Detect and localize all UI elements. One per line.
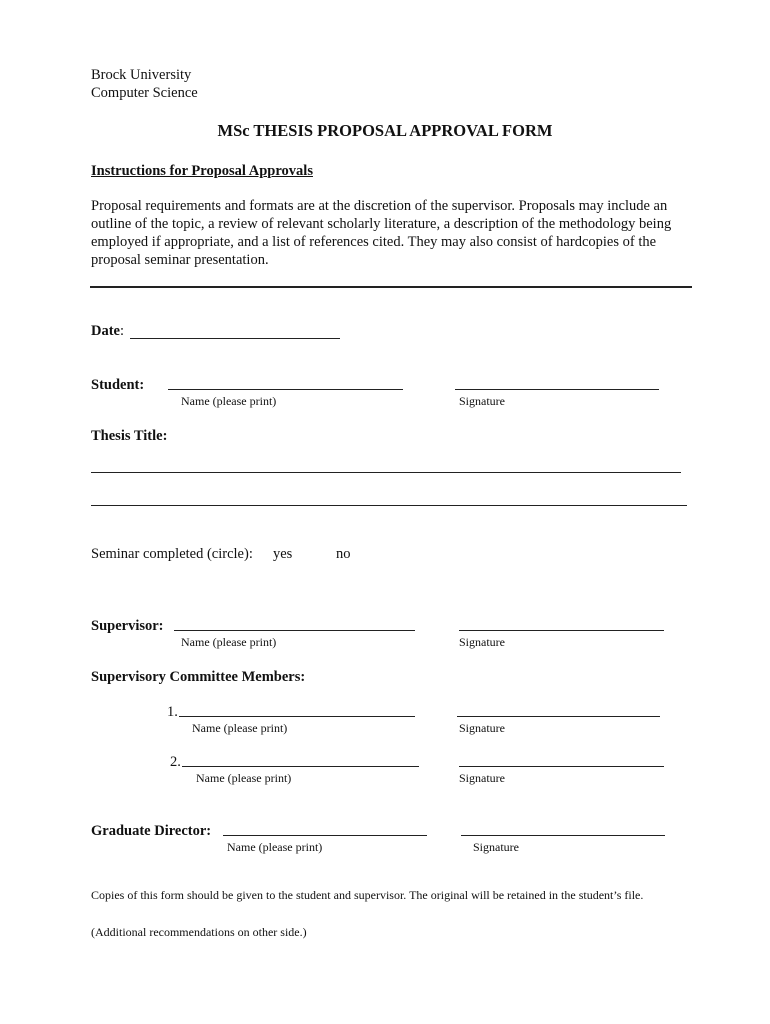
committee-member-2-name-caption: Name (please print) [196,771,292,785]
date-colon: : [120,323,125,339]
copies-note: Copies of this form should be given to the student and supervisor. The original will be retained in the student’s file. [91,888,644,902]
committee-member-2-signature-caption: Signature [459,771,505,785]
committee-member-2-name-field[interactable] [182,766,419,767]
seminar-label: Seminar completed (circle): [91,546,253,562]
graduate-director-name-field[interactable] [223,835,427,836]
committee-member-1-signature-caption: Signature [459,721,505,735]
graduate-director-label: Graduate Director: [91,823,212,839]
additional-note: (Additional recommendations on other side.) [91,925,307,939]
thesis-title-line-2[interactable] [91,505,687,506]
graduate-director-name-caption: Name (please print) [227,840,323,854]
date-label [91,323,124,340]
student-name-field[interactable] [168,389,403,390]
instructions-body: Proposal requirements and formats are at the discretion of the supervisor. Proposals may include an outline of the topic, a review of relevant scholarly literature, a description of the methodology being employed if appropriate, and a list of references cited. They may also consist of hardcopies of the proposal seminar presentation. [91,198,672,268]
committee-label: Supervisory Committee Members: [91,669,306,685]
graduate-director-signature-caption: Signature [473,840,519,854]
department-name: Computer Science [91,85,198,101]
date-label-text: Date [91,323,120,339]
student-name-caption: Name (please print) [181,394,277,408]
supervisor-name-field[interactable] [174,630,415,631]
supervisor-label: Supervisor: [91,618,164,634]
form-title: MSc THESIS PROPOSAL APPROVAL FORM [217,121,553,140]
supervisor-signature-caption: Signature [459,635,505,649]
date-field[interactable] [130,338,340,339]
committee-member-1-number: 1. [167,704,178,720]
supervisor-signature-field[interactable] [459,630,664,631]
supervisor-name-caption: Name (please print) [181,635,277,649]
committee-member-1-name-field[interactable] [179,716,415,717]
seminar-yes-option[interactable]: yes [273,546,293,562]
section-divider [90,286,692,288]
instructions-heading: Instructions for Proposal Approvals [91,163,313,179]
graduate-director-signature-field[interactable] [461,835,665,836]
committee-member-1-signature-field[interactable] [457,716,660,717]
committee-member-2-signature-field[interactable] [459,766,664,767]
thesis-title-label: Thesis Title: [91,428,168,444]
thesis-title-line-1[interactable] [91,472,681,473]
committee-member-1-name-caption: Name (please print) [192,721,288,735]
committee-member-2-number: 2. [170,754,181,770]
institution-name: Brock University [91,67,192,83]
student-signature-caption: Signature [459,394,505,408]
seminar-no-option[interactable]: no [336,546,351,562]
student-label: Student: [91,377,145,393]
student-signature-field[interactable] [455,389,659,390]
